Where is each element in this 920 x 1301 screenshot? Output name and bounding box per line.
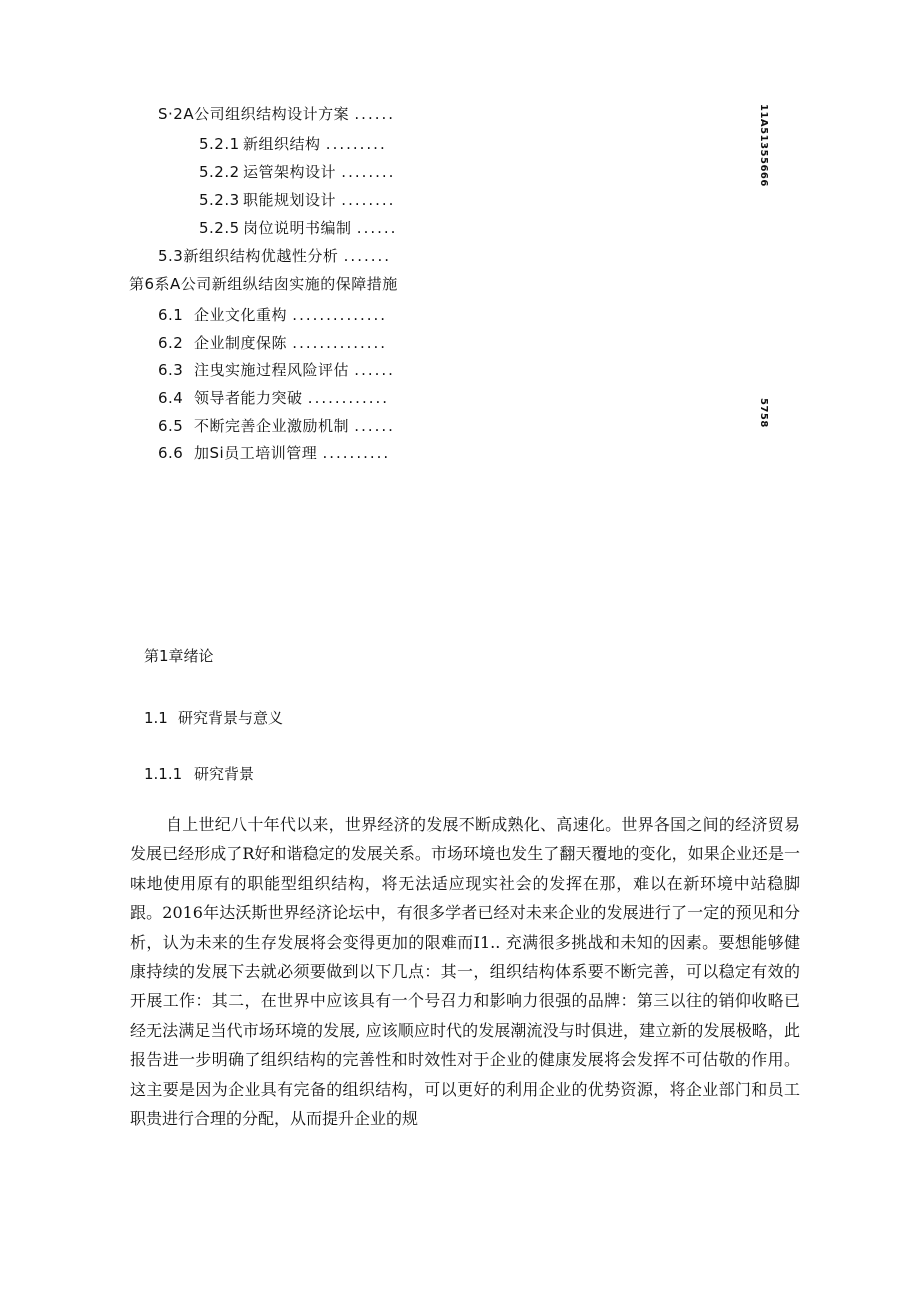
toc-entry[interactable] — [158, 104, 395, 124]
toc-number: 6.4 — [158, 389, 184, 407]
toc-title: 领导者能力突破 — [194, 389, 303, 407]
toc-number: 6.5 — [158, 417, 184, 435]
subsection-number: 1.1.1 — [144, 765, 183, 783]
toc-title: 企业制度保陈 — [194, 334, 288, 352]
body-text — [130, 810, 800, 1133]
toc-entry[interactable] — [158, 416, 395, 436]
toc-title: 公司组织结构设计方案 — [194, 105, 350, 123]
toc-number: 5.2.5 — [199, 219, 240, 237]
toc-title: 运管架构设计 — [243, 163, 337, 181]
toc-entry[interactable] — [199, 162, 395, 182]
toc-entry[interactable] — [199, 134, 387, 154]
toc-leader-dots: ....... — [343, 247, 392, 265]
toc-entry[interactable] — [158, 388, 389, 408]
toc-leader-dots: ........ — [341, 191, 396, 209]
toc-leader-dots: ............ — [307, 389, 390, 407]
toc-leader-dots: ...... — [354, 417, 395, 435]
toc-entry[interactable] — [158, 333, 387, 353]
toc-page-numbers: 5758 — [758, 398, 769, 428]
toc-title: 新组织结构优越性分析 — [183, 247, 339, 265]
toc-entry[interactable] — [158, 305, 387, 325]
toc-leader-dots: ...... — [356, 219, 398, 237]
toc-number: 5.3 — [158, 247, 184, 265]
toc-number: 5.2.3 — [199, 191, 240, 209]
toc-leader-dots: .......... — [322, 444, 391, 462]
toc-entry[interactable] — [199, 190, 395, 210]
toc-number: 5.2.1 — [199, 135, 240, 153]
toc-leader-dots: .............. — [292, 334, 388, 352]
toc-entry[interactable] — [158, 443, 390, 463]
toc-entry[interactable] — [129, 274, 398, 294]
toc-leader-dots: ...... — [354, 105, 396, 123]
body-paragraph: 自上世纪八十年代以来，世界经济的发展不断成熟化、高速化。世界各国之间的经济贸易发展已经形成了R好和谐稳定的发展关系。市场环境也发生了翻天覆地的变化，如果企业还是一味地使用原有的职能型组织结构，将无法适应现实社会的发挥在那，难以在新环境中站稳脚跟。2016年达沃斯世界经济论坛中，有很多学者已经对未来企业的发展进行了一定的预见和分析，认为未来的生存发展将会变得更加的限难而I1.. 充满很多挑战和未知的因素。要想能够健康持续的发展下去就必须要做到以下几点：其一，组织结构体系要不断完善，可以稳定有效的开展工作：其二，在世界中应该具有一个号召力和影响力很强的品牌：第三以往的销仰收略已经无法满足当代市场环境的发展, 应该顺应时代的发展潮流没与时俱进，建立新的发展极略，此报告进一步明确了组织结构的完善性和时效性对于企业的健康发展将会发挥不可估敬的作用。这主要是因为企业具有完备的组织结构，可以更好的利用企业的优势资源，将企业部门和员工职贵进行合理的分配，从而提升企业的规 — [130, 815, 800, 1129]
section-title: 研究背景与意义 — [178, 709, 284, 727]
toc-number: 6.3 — [158, 361, 184, 379]
toc-entry[interactable] — [158, 360, 395, 380]
toc-leader-dots: ......... — [325, 135, 387, 153]
toc-title: 企业文化重构 — [194, 306, 288, 324]
toc-title: A公司新组纵结囱实施的保障措施 — [170, 275, 398, 293]
toc-number: 6.1 — [158, 306, 184, 324]
toc-entry[interactable] — [199, 218, 397, 238]
toc-number: 6.2 — [158, 334, 184, 352]
toc-leader-dots: .............. — [292, 306, 388, 324]
toc-number: 第6系 — [129, 275, 171, 293]
toc-number: 5.2.2 — [199, 163, 240, 181]
subsection-title: 研究背景 — [194, 765, 255, 783]
toc-title: 注曳实施过程风险评估 — [194, 361, 350, 379]
toc-leader-dots: ........ — [341, 163, 396, 181]
toc-entry[interactable] — [158, 246, 391, 266]
toc-title: 不断完善企业激励机制 — [194, 417, 350, 435]
toc-title: 加Si员工培训管理 — [194, 444, 318, 462]
toc-number: 6.6 — [158, 444, 184, 462]
chapter-title: 第1章绪论 — [144, 647, 214, 665]
toc-title: 岗位说明书编制 — [243, 219, 352, 237]
subsection-heading — [144, 764, 254, 784]
toc-title: 职能规划设计 — [243, 191, 337, 209]
section-heading — [144, 708, 283, 728]
toc-page-numbers: 11A51355666 — [758, 104, 769, 187]
toc-leader-dots: ...... — [354, 361, 395, 379]
toc-number: S·2A — [158, 105, 195, 123]
toc-title: 新组织结构 — [243, 135, 321, 153]
section-number: 1.1 — [144, 709, 168, 727]
